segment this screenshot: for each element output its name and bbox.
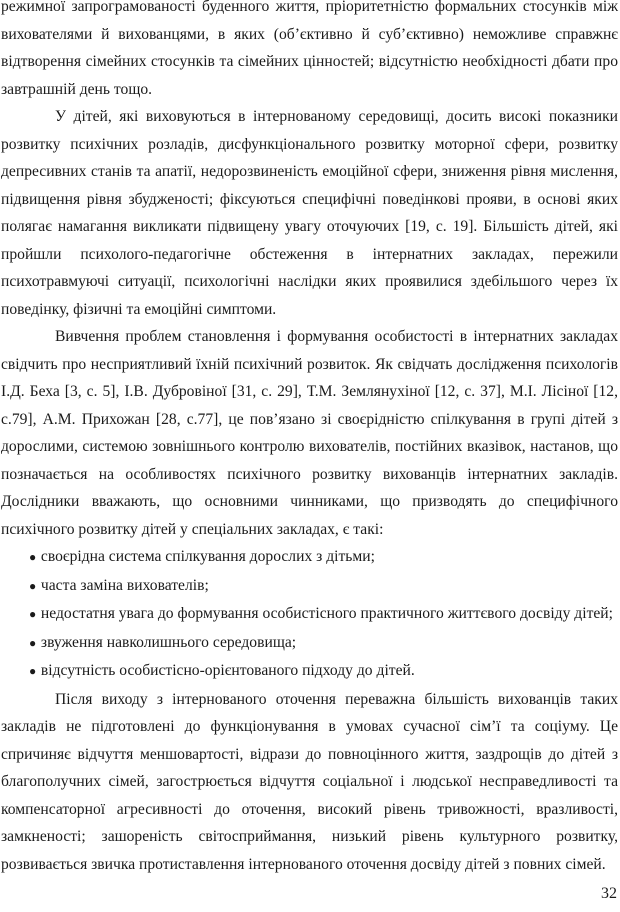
list-item-text: відсутність особистісно-орієнтованого підходу до дітей. — [40, 662, 415, 679]
bullet-icon: ● — [29, 635, 37, 650]
paragraph: Після виходу з інтернованого оточення переважна більшість вихованців таких закладів не підготовлені до функціонування в умовах сучасної сім’ї та соціуму. Це спричиняє відчуття меншовартості, відрази до повноцінного життя, заздрощів до дітей з благополучних сімей, загострюється відчуття соціальної і людської несправедливості та компенсаторної агресивності до оточення, високий рівень тривожності, вразливості, замкненості; зашореність світосприймання, низький рівень культурного розвитку, розвивається звичка протиставлення інтернованого оточення досвіду дітей з повних сімей. — [1, 690, 618, 873]
list-item — [1, 600, 618, 629]
list-item-text: своєрідна система спілкування дорослих з дітьми; — [40, 548, 375, 565]
list-item — [1, 657, 618, 686]
body-text — [1, 0, 618, 878]
list-item — [1, 543, 618, 572]
paragraph-continuation: режимної запрограмованості буденного життя, пріоритетністю формальних стосунків між вихователями й вихованцями, в яких (об’єктивно й суб’єктивно) неможливе справжнє відтворення сімейних стосунків та сімейних цінностей; відсутністю необхідності дбати про завтрашній день тощо. — [1, 0, 618, 98]
bullet-icon: ● — [29, 550, 37, 564]
bullet-list — [1, 543, 618, 686]
bullet-icon: ● — [29, 607, 37, 621]
list-item-text: недостатня увага до формування особистісного практичного життєвого досвіду дітей; — [40, 605, 613, 622]
bullet-icon: ● — [29, 664, 37, 678]
list-item — [1, 629, 618, 658]
paragraph: У дітей, які виховуються в інтернованому середовищі, досить високі показники розвитку психічних розладів, дисфункціонального розвитку моторної сфери, розвитку депресивних станів та апатії, недорозвиненість емоційної сфери, зниження рівня мислення, підвищення рівня збудженості; фіксуються специфічні поведінкові прояви, в основі яких полягає намагання викликати підвищену увагу оточуючих [19, с. 19]. Більшість дітей, які пройшли психолого-педагогічне обстеження в інтернатних закладах, пережили психотравмуючі ситуації, психологічні наслідки яких проявилися здебільшого через їх поведінку, фізичні та емоційні симптоми. — [1, 108, 618, 318]
bullet-icon: ● — [29, 578, 37, 593]
paragraph: Вивчення проблем становлення і формування особистості в інтернатних закладах свідчить про несприятливий їхній психічний розвиток. Як свідчать дослідження психологів І.Д. Беха [3, с. 5], І.В. Дубровіної [31, с. 29], Т.М. Землянухіної [12, с. 37], М.І. Лісіної [12, с.79], А.М. Прихожан [28, с.77], це пов’язано зі своєрідністю спілкування в групі дітей з дорослими, системою зовнішнього контролю вихователів, постійних вказівок, настанов, що позначається на особливостях психічного розвитку вихованців інтернатних закладів. Дослідники вважають, що основними чинниками, що призводять до специфічного психічного розвитку дітей у спеціальних закладах, є такі: — [1, 328, 618, 538]
list-item-text: часта заміна вихователів; — [40, 576, 209, 594]
page-number: 32 — [601, 885, 617, 902]
list-item-text: звуження навколишнього середовища; — [40, 633, 297, 651]
list-item — [1, 572, 618, 601]
